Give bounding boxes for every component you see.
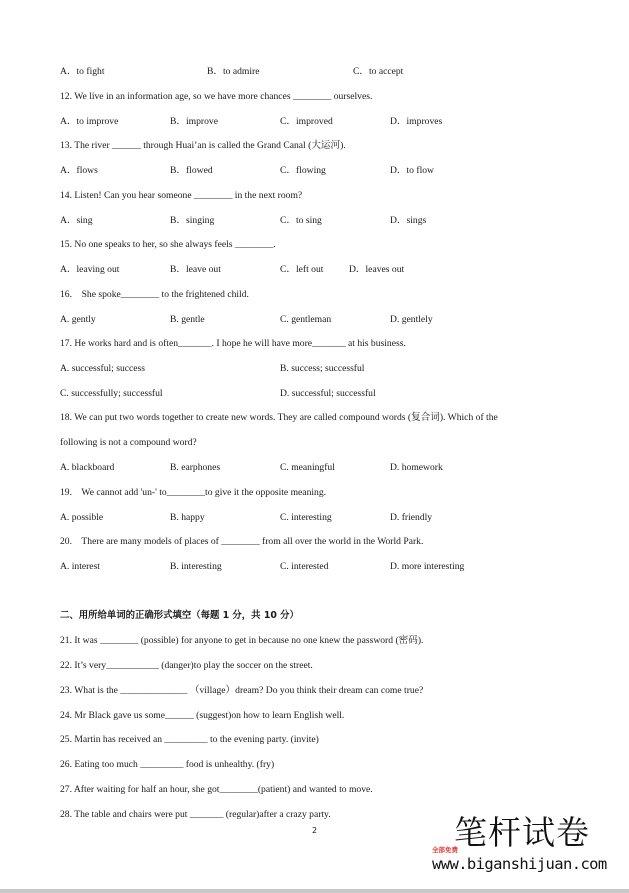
q12-stem: 12. We live in an information age, so we have more chances ________ ourselves. [60, 91, 373, 102]
q11-option: A．to fight [60, 66, 105, 77]
q19-option: C. interesting [280, 512, 332, 523]
q13-option: B．flowed [170, 165, 213, 176]
q19-option: A. possible [60, 512, 104, 523]
page-number: 2 [312, 826, 318, 835]
q14-option: A．sing [60, 215, 93, 226]
q16-option: D. gentlely [390, 314, 433, 325]
q11-option: B．to admire [207, 66, 260, 77]
q15-option: B．leave out [170, 264, 221, 275]
section-2-heading: 二、用所给单词的正确形式填空（每题 1 分，共 10 分） [60, 610, 299, 621]
q19-stem: 19. We cannot add 'un-' to________to give it the opposite meaning. [60, 487, 327, 498]
q18-option: B. earphones [170, 462, 221, 473]
q15-option: A．leaving out [60, 264, 120, 275]
q19-option: D. friendly [390, 512, 433, 523]
question-24: 24. Mr Black gave us some______ (suggest)on how to learn English well. [60, 710, 345, 721]
q20-option: D. more interesting [390, 561, 465, 572]
q16-option: A. gently [60, 314, 96, 325]
q16-stem: 16. She spoke________ to the frightened child. [60, 289, 249, 300]
q15-option: C．left out [280, 264, 324, 275]
q12-option: C．improved [280, 116, 333, 127]
q17-option: D. successful; successful [280, 388, 376, 399]
question-23: 23. What is the ______________ （village）dream? Do you think their dream can come true? [60, 685, 424, 696]
watermark-logo [432, 815, 622, 877]
q15-stem: 15. No one speaks to her, so she always feels ________. [60, 239, 276, 250]
q15-option: D．leaves out [349, 264, 405, 275]
q18-option: A. blackboard [60, 462, 115, 473]
question-25: 25. Martin has received an _________ to the evening party. (invite) [60, 734, 319, 745]
q19-option: B. happy [170, 512, 205, 523]
q17-option: B. success; successful [280, 363, 365, 374]
q20-option: C. interested [280, 561, 329, 572]
q18-option: C. meaningful [280, 462, 335, 473]
watermark-url: www.biganshijuan.com [432, 855, 607, 873]
q12-option: B．improve [170, 116, 218, 127]
q20-option: A. interest [60, 561, 100, 572]
q16-option: C. gentleman [280, 314, 332, 325]
question-27: 27. After waiting for half an hour, she got________(patient) and wanted to move. [60, 784, 373, 795]
q20-stem: 20. There are many models of places of ________ from all over the world in the World Park. [60, 536, 424, 547]
q16-option: B. gentle [170, 314, 205, 325]
q12-option: D．improves [390, 116, 443, 127]
q14-option: C．to sing [280, 215, 322, 226]
question-21: 21. It was ________ (possible) for anyone to get in because no one knew the password (密码). [60, 635, 424, 646]
question-22: 22. It’s very___________ (danger)to play the soccer on the street. [60, 660, 313, 671]
q17-option: A. successful; success [60, 363, 145, 374]
q17-option: C. successfully; successful [60, 388, 163, 399]
q13-stem: 13. The river ______ through Huai’an is called the Grand Canal (大运河). [60, 140, 346, 151]
q12-option: A．to improve [60, 116, 119, 127]
question-26: 26. Eating too much _________ food is unhealthy. (fry) [60, 759, 275, 770]
q13-option: A．flows [60, 165, 98, 176]
q18-option: D. homework [390, 462, 443, 473]
question-28: 28. The table and chairs were put _______ (regular)after a crazy party. [60, 809, 331, 820]
q13-option: D．to flow [390, 165, 434, 176]
bottom-border [0, 889, 629, 893]
q11-option: C．to accept [353, 66, 404, 77]
q20-option: B. interesting [170, 561, 222, 572]
q17-stem: 17. He works hard and is often_______. I hope he will have more_______ at his business. [60, 338, 406, 349]
q14-option: B．singing [170, 215, 215, 226]
q14-option: D．sings [390, 215, 427, 226]
watermark-title: 笔杆试卷 [454, 813, 590, 852]
q18-stem: 18. We can put two words together to create new words. They are called compound words (复合词). Which of the [60, 412, 498, 423]
q13-option: C．flowing [280, 165, 326, 176]
q18-stem-cont: following is not a compound word? [60, 437, 197, 448]
q14-stem: 14. Listen! Can you hear someone ________ in the next room? [60, 190, 303, 201]
watermark-free-label: 全部免费 [432, 846, 458, 854]
